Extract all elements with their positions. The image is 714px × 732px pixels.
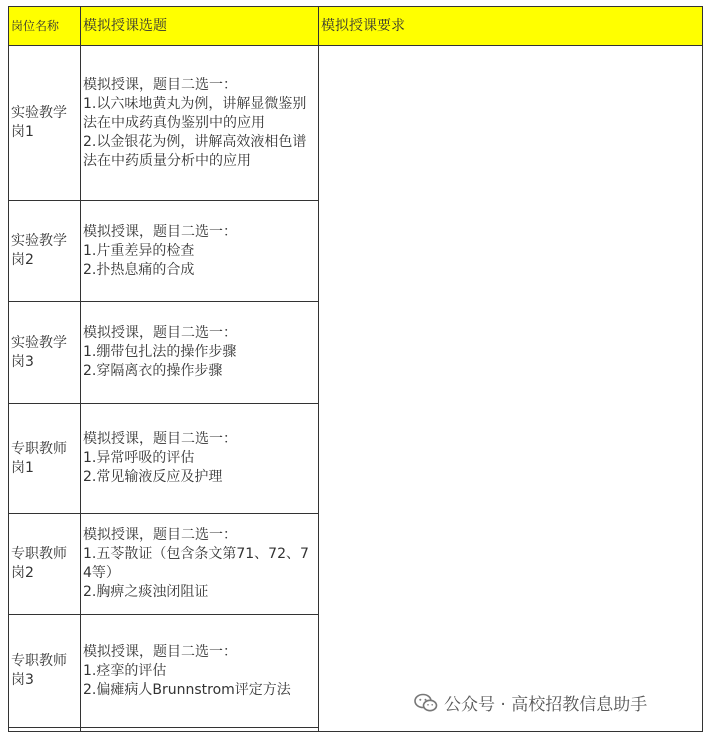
topic-cell: [81, 302, 319, 404]
topic-item: 1.以六味地黄丸为例，讲解显微鉴别法在中成药真伪鉴别中的应用: [83, 95, 307, 131]
topic-item: 1.五苓散证（包含条文第71、72、74等）: [83, 546, 309, 581]
header-row: [9, 7, 703, 46]
header-topic: 模拟授课选题: [81, 7, 319, 46]
header-requirement: 模拟授课要求: [319, 7, 703, 46]
topic-cell: [81, 201, 319, 302]
header-position: 岗位名称: [9, 7, 81, 46]
topic-item: 1.绷带包扎法的操作步骤: [83, 344, 237, 360]
table-row: [9, 46, 703, 201]
topic-item: 2.偏瘫病人Brunnstrom评定方法: [83, 681, 291, 698]
topic-cell: [81, 404, 319, 514]
topic-item: 2.胸痹之痰浊闭阻证: [83, 584, 209, 600]
topic-item: 2.扑热息痛的合成: [83, 261, 195, 278]
recruitment-table: [8, 6, 703, 732]
topic-item: 1.片重差异的检查: [83, 242, 195, 259]
position-cell: 实验教学岗3: [9, 302, 81, 404]
position-cell: 专职教师岗3: [9, 615, 81, 728]
topic-cell: [81, 728, 319, 732]
requirement-cell: [319, 46, 703, 732]
position-cell: 实验教学岗1: [9, 46, 81, 201]
position-cell: [9, 728, 81, 732]
topic-intro: 模拟授课，题目二选一：: [83, 431, 237, 447]
position-cell: 实验教学岗2: [9, 201, 81, 302]
topic-intro: 模拟授课，题目二选一：: [83, 325, 237, 341]
watermark-text: 公众号 · 高校招教信息助手: [444, 695, 648, 715]
topic-intro: 模拟授课，题目二选一：: [83, 223, 237, 240]
topic-cell: [81, 514, 319, 615]
topic-intro: 模拟授课，题目二选一：: [83, 643, 237, 660]
topic-item: 2.以金银花为例，讲解高效液相色谱法在中药质量分析中的应用: [83, 133, 307, 169]
topic-intro: 模拟授课，题目二选一：: [83, 76, 237, 93]
topic-cell: [81, 46, 319, 201]
watermark: [414, 690, 647, 715]
position-cell: 专职教师岗2: [9, 514, 81, 615]
topic-cell: [81, 615, 319, 728]
topic-intro: 模拟授课，题目二选一：: [83, 527, 237, 543]
topic-item: 1.异常呼吸的评估: [83, 450, 195, 466]
topic-item: 2.常见输液反应及护理: [83, 469, 223, 485]
topic-item: 1.痉挛的评估: [83, 662, 167, 679]
topic-item: 2.穿隔离衣的操作步骤: [83, 363, 223, 379]
wechat-icon: [414, 693, 438, 713]
position-cell: 专职教师岗1: [9, 404, 81, 514]
